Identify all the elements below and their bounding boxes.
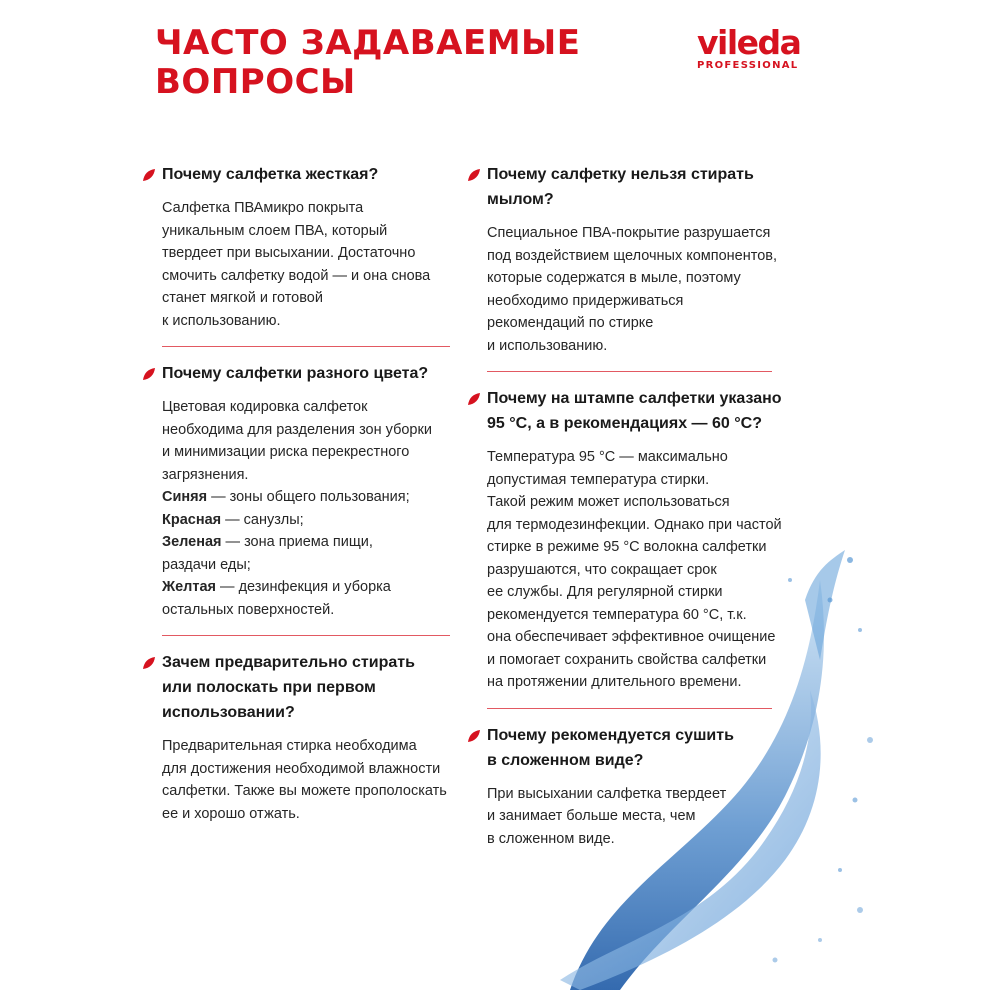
faq-answer: Специальное ПВА-покрытие разрушается под воздействием щелочных компонентов, которые содержатся в мыле, поэтому необходимо придерживаться рекомендаций по стирке и использованию. <box>487 225 778 354</box>
leaf-bullet-icon <box>467 729 481 743</box>
color-red: Красная — санузлы; <box>162 511 304 528</box>
leaf-bullet-icon <box>142 367 156 381</box>
leaf-bullet-icon <box>467 168 481 182</box>
faq-column-left <box>140 162 450 825</box>
faq-answer: При высыхании салфетка твердеет и занимает больше места, чем в сложенном виде. <box>487 785 727 847</box>
faq-item <box>140 361 450 621</box>
title-line-1: ЧАСТО ЗАДАВАЕМЫЕ <box>155 23 581 63</box>
faq-item <box>140 162 450 332</box>
faq-answer: Цветовая кодировка салфеток необходима для разделения зон уборки и минимизации риска перекрестного загрязнения. Синяя — зоны общего пользования; Красная — санузлы; Зеленая — зона приема пищи, раздачи еды; Желтая — дезинфекция и уборка остальных поверхностей. <box>162 396 450 621</box>
faq-question: Почему на штампе салфетки указано 95 °C, а в рекомендациях — 60 °C? <box>465 386 805 436</box>
leaf-bullet-icon <box>142 168 156 182</box>
faq-answer: Салфетка ПВАмикро покрыта уникальным слоем ПВА, который твердеет при высыхании. Достаточно смочить салфетку водой — и она снова станет мягкой и готовой к использованию. <box>162 200 431 329</box>
leaf-bullet-icon <box>142 656 156 670</box>
divider <box>162 635 450 636</box>
faq-answer: Предварительная стирка необходима для достижения необходимой влажности салфетки. Также вы можете прополоскать ее и хорошо отжать. <box>162 738 447 822</box>
logo-subtitle: PROFESSIONAL <box>697 60 799 71</box>
color-blue: Синяя — зоны общего пользования; <box>162 489 410 505</box>
faq-item <box>140 650 450 825</box>
leaf-bullet-icon <box>467 392 481 406</box>
title-line-2: ВОПРОСЫ <box>155 62 356 102</box>
faq-question: Почему салфетка жесткая? <box>140 162 450 187</box>
faq-question: Зачем предварительно стирать или полоскать при первом использовании? <box>140 650 450 725</box>
faq-question: Почему салфетки разного цвета? <box>140 361 450 386</box>
color-green: Зеленая — зона приема пищи, <box>162 534 373 550</box>
faq-answer: Температура 95 °C — максимально допустимая температура стирки. Такой режим может использоваться для термодезинфекции. Однако при частой стирке в режиме 95 °C волокна салфетки разрушаются, что сокращает срок ее службы. Для регулярной стирки рекомендуется температура 60 °C, т.к. она обеспечивает эффективное очищение и помогает сохранить свойства салфетки на протяжении длительного времени. <box>487 449 782 690</box>
color-yellow: Желтая — дезинфекция и уборка <box>162 579 391 595</box>
page-title <box>155 24 580 102</box>
divider <box>487 371 772 372</box>
faq-question: Почему салфетку нельзя стирать мылом? <box>465 162 805 212</box>
water-splash-image <box>560 540 880 1000</box>
logo-word: vileda <box>697 23 801 62</box>
divider <box>162 346 450 347</box>
faq-question: Почему рекомендуется сушить в сложенном виде? <box>465 723 805 773</box>
vileda-logo <box>697 23 809 74</box>
faq-item <box>465 162 805 357</box>
